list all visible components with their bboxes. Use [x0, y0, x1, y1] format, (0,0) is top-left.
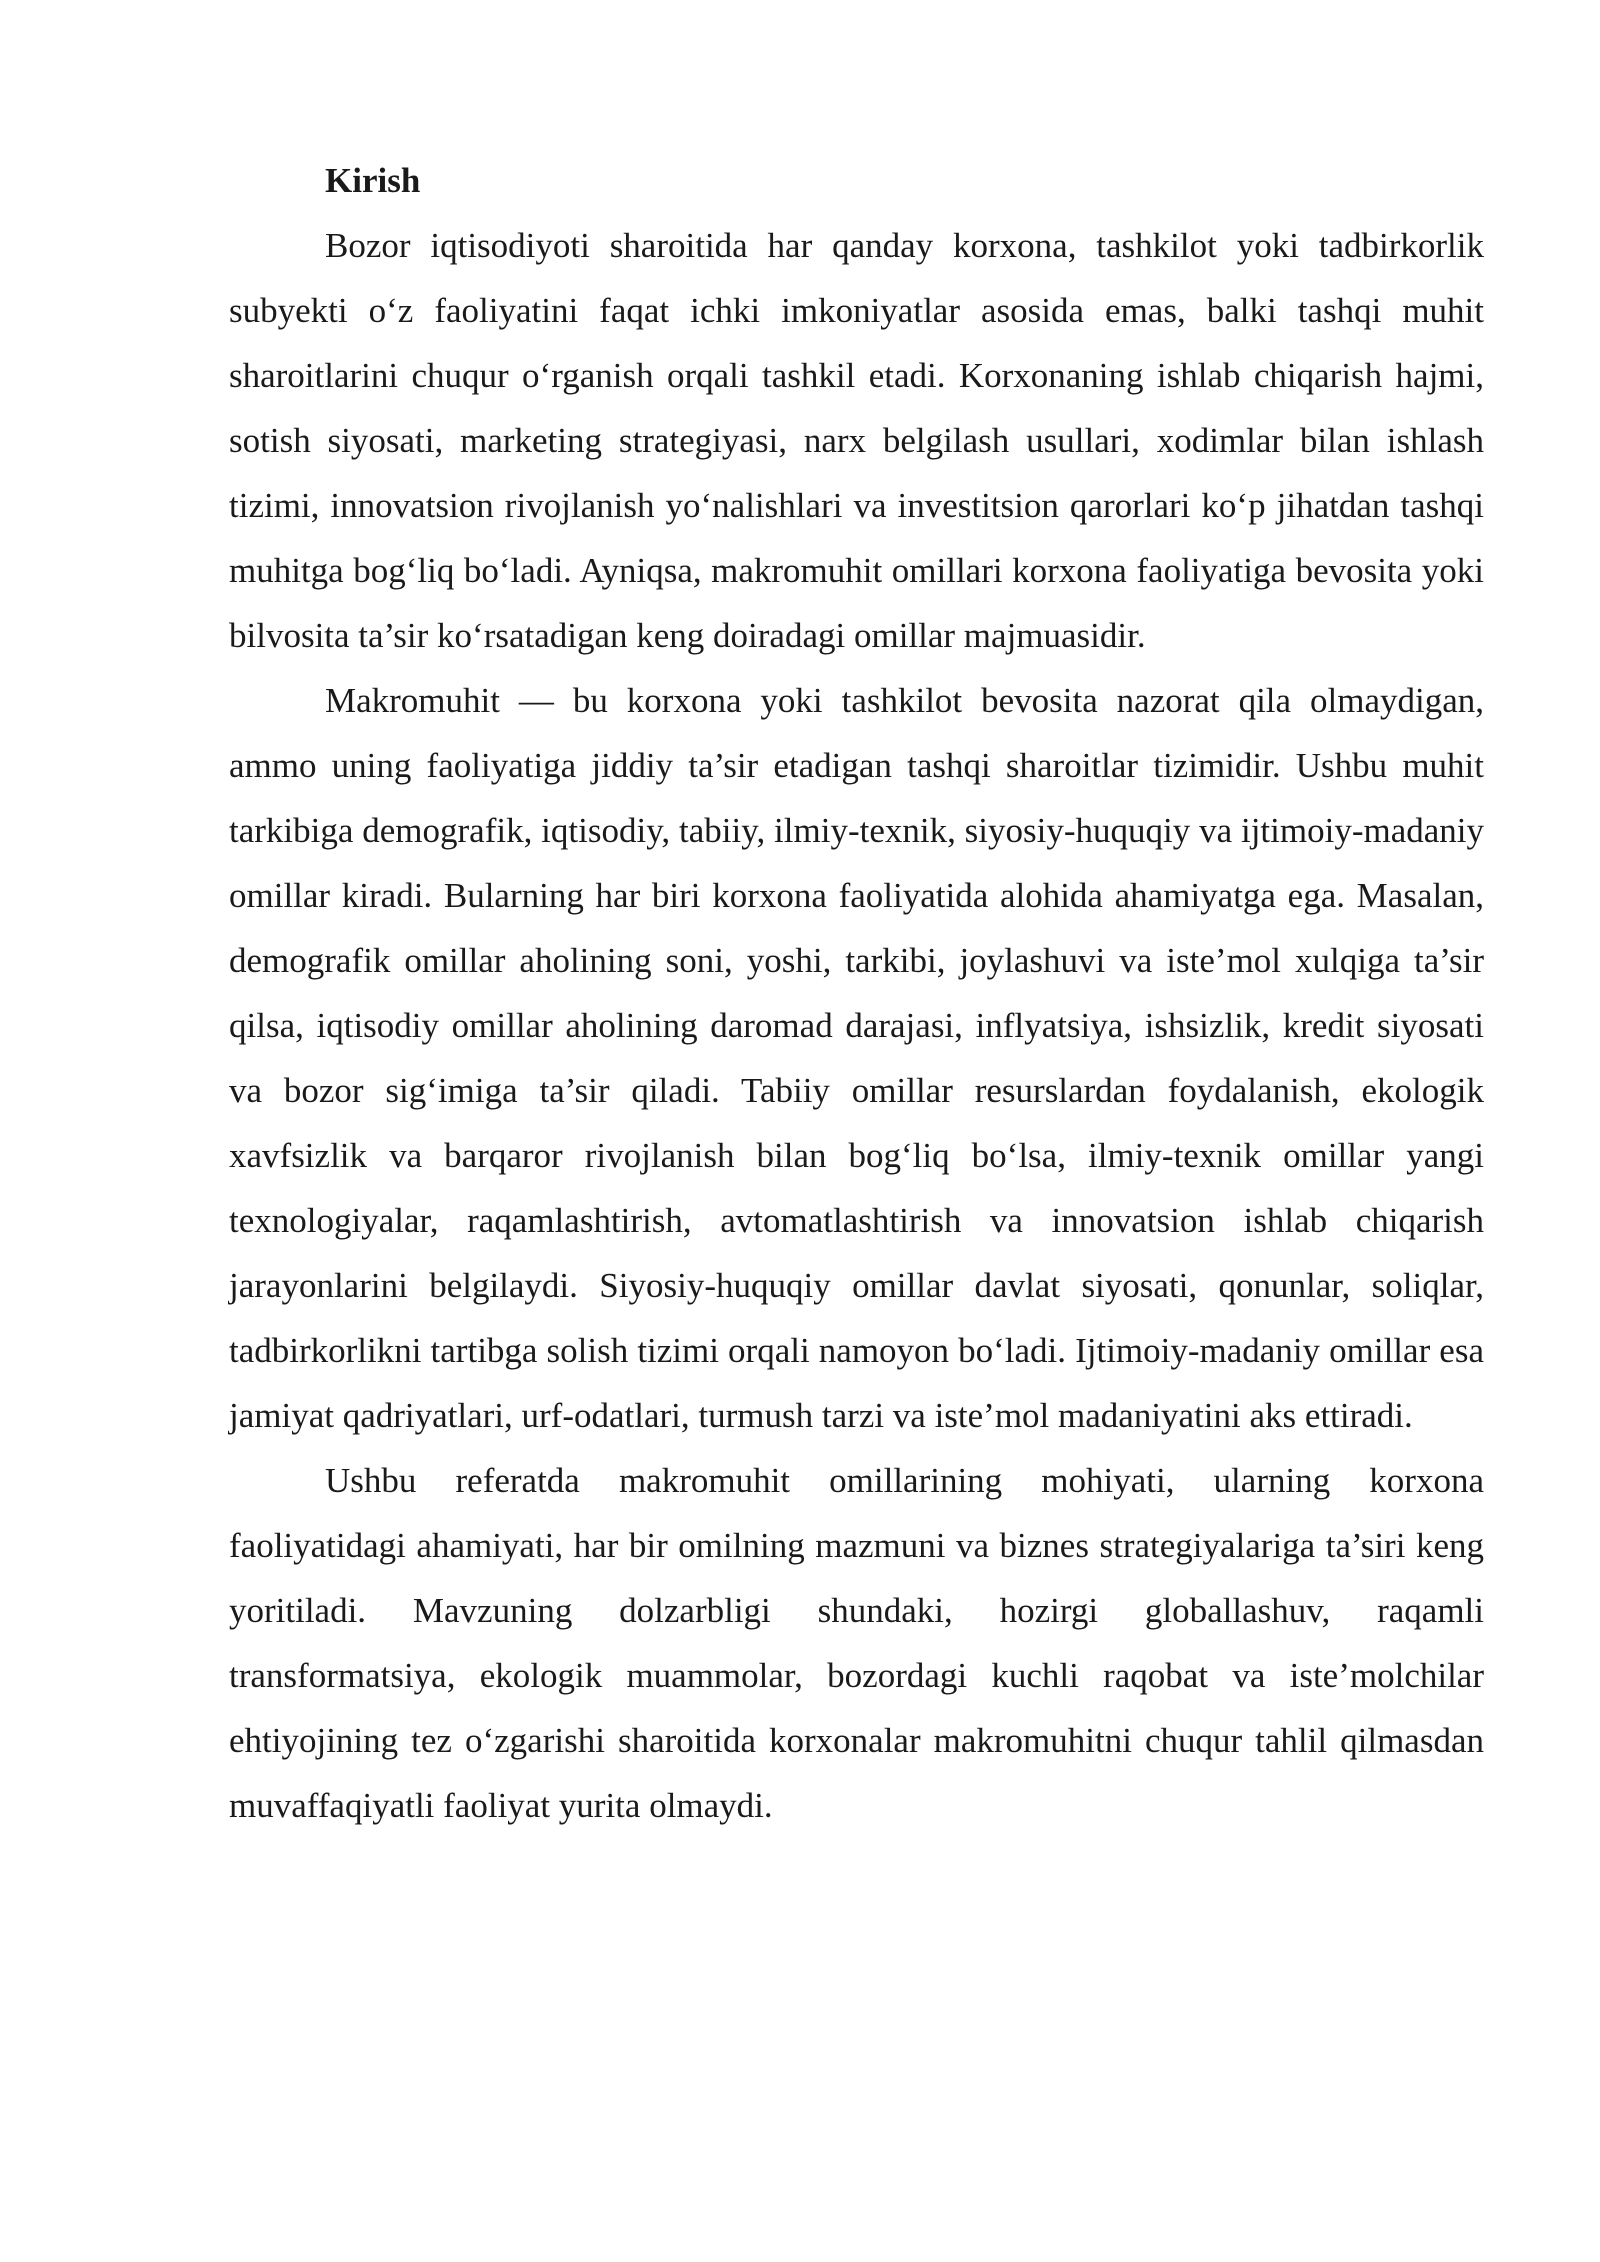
document-page — [229, 148, 1484, 1838]
paragraph-2: Makromuhit — bu korxona yoki tashkilot bevosita nazorat qila olmaydigan, ammo uning faoliyatiga jiddiy ta’sir etadigan tashqi sharoitlar tizimidir. Ushbu muhit tarkibiga demografik, iqtisodiy, tabiiy, ilmiy-texnik, siyosiy-huquqiy va ijtimoiy-madaniy omillar kiradi. Bularning har biri korxona faoliyatida alohida ahamiyatga ega. Masalan, demografik omillar aholining soni, yoshi, tarkibi, joylashuvi va iste’mol xulqiga ta’sir qilsa, iqtisodiy omillar aholining daromad darajasi, inflyatsiya, ishsizlik, kredit siyosati va bozor sig‘imiga ta’sir qiladi. Tabiiy omillar resurslardan foydalanish, ekologik xavfsizlik va barqaror rivojlanish bilan bog‘liq bo‘lsa, ilmiy-texnik omillar yangi texnologiyalar, raqamlashtirish, avtomatlashtirish va innovatsion ishlab chiqarish jarayonlarini belgilaydi. Siyosiy-huquqiy omillar davlat siyosati, qonunlar, soliqlar, tadbirkorlikni tartibga solish tizimi orqali namoyon bo‘ladi. Ijtimoiy-madaniy omillar esa jamiyat qadriyatlari, urf-odatlari, turmush tarzi va iste’mol madaniyatini aks ettiradi. — [229, 681, 1484, 1435]
section-heading: Kirish — [325, 161, 421, 200]
paragraph-1: Bozor iqtisodiyoti sharoitida har qanday korxona, tashkilot yoki tadbirkorlik subyekti o‘z faoliyatini faqat ichki imkoniyatlar asosida emas, balki tashqi muhit sharoitlarini chuqur o‘rganish orqali tashkil etadi. Korxonaning ishlab chiqarish hajmi, sotish siyosati, marketing strategiyasi, narx belgilash usullari, xodimlar bilan ishlash tizimi, innovatsion rivojlanish yo‘nalishlari va investitsion qarorlari ko‘p jihatdan tashqi muhitga bog‘liq bo‘ladi. Ayniqsa, makromuhit omillari korxona faoliyatiga bevosita yoki bilvosita ta’sir ko‘rsatadigan keng doiradagi omillar majmuasidir. — [229, 226, 1484, 655]
paragraph-3: Ushbu referatda makromuhit omillarining mohiyati, ularning korxona faoliyatidagi ahamiyati, har bir omilning mazmuni va biznes strategiyalariga ta’siri keng yoritiladi. Mavzuning dolzarbligi shundaki, hozirgi globallashuv, raqamli transformatsiya, ekologik muammolar, bozordagi kuchli raqobat va iste’molchilar ehtiyojining tez o‘zgarishi sharoitida korxonalar makromuhitni chuqur tahlil qilmasdan muvaffaqiyatli faoliyat yurita olmaydi. — [229, 1461, 1484, 1825]
